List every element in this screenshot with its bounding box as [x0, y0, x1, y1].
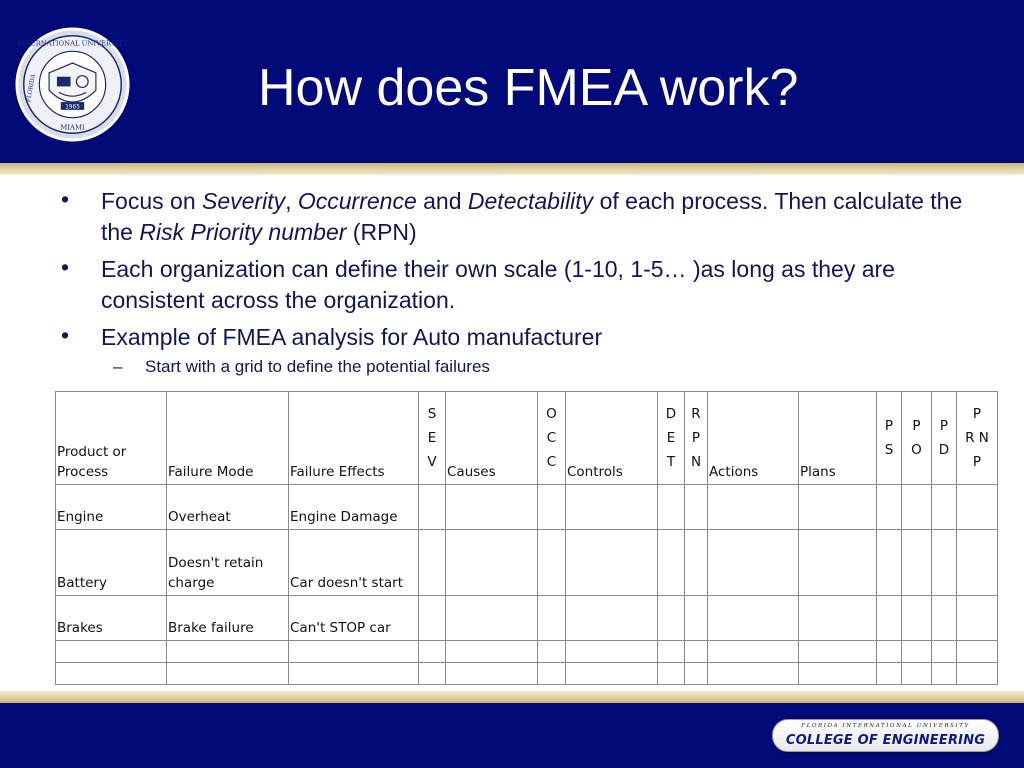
bullet-text: Example of FMEA analysis for Auto manufacturer [101, 324, 603, 350]
header-pd: P D [932, 392, 957, 485]
table-header-row [56, 392, 998, 485]
table-row [56, 596, 998, 641]
bullet-marker: • [61, 186, 70, 212]
sub-bullet-marker: – [113, 357, 123, 376]
fmea-table [55, 391, 998, 685]
header-accent-stripe [0, 163, 1024, 175]
bullet-emphasis-text: Detectability [467, 188, 594, 214]
cell-failure-effects: Car doesn't start [289, 530, 419, 596]
university-seal-logo [14, 26, 131, 143]
table-row [56, 485, 998, 530]
header-product: Product or Process [56, 392, 167, 485]
college-of-engineering-logo [772, 719, 999, 752]
bullet-text: Each organization can define their own scale (1-10, 1-5… )as long as they are consistent across the organization. [101, 256, 895, 313]
slide-title: How does FMEA work? [258, 59, 799, 117]
cell-failure-effects: Engine Damage [289, 485, 419, 530]
svg-text:FLORIDA: FLORIDA [26, 73, 37, 103]
bullet-text-run: of each process. Then calculate the the [101, 188, 963, 245]
footer-accent-stripe [0, 691, 1024, 703]
svg-text:1965: 1965 [65, 104, 80, 111]
bullet-text-run: , [285, 188, 298, 214]
cell-failure-mode: Doesn't retain charge [167, 530, 289, 596]
cell-product: Brakes [56, 596, 167, 641]
svg-text:INTERNATIONAL UNIVERSITY: INTERNATIONAL UNIVERSITY [17, 39, 128, 48]
bullet-marker: • [61, 322, 70, 348]
bullet-emphasis-text: Occurrence [297, 188, 417, 214]
header-rpn: R P N [685, 392, 708, 485]
logo-college-name: COLLEGE OF ENGINEERING [785, 733, 986, 748]
table-row [56, 530, 998, 596]
logo-university-name: FLORIDA INTERNATIONAL UNIVERSITY [801, 723, 970, 729]
header-causes: Causes [446, 392, 538, 485]
svg-text:MIAMI: MIAMI [60, 123, 85, 132]
cell-failure-mode [167, 641, 289, 663]
bullet-text-run: Focus on [101, 188, 202, 214]
cell-failure-effects: Can't STOP car [289, 596, 419, 641]
cell-product: Battery [56, 530, 167, 596]
bullet-text [101, 186, 971, 248]
cell-product [56, 641, 167, 663]
bullet-text-run: (RPN) [346, 219, 417, 245]
table-row [56, 663, 998, 685]
header-failure-mode: Failure Mode [167, 392, 289, 485]
header-actions: Actions [708, 392, 799, 485]
header-plans: Plans [799, 392, 877, 485]
bullet-text-run: and [416, 188, 468, 214]
header-prpn: P R N P [957, 392, 998, 485]
table-row [56, 641, 998, 663]
cell-failure-mode [167, 663, 289, 685]
cell-failure-effects [289, 641, 419, 663]
bullet-marker: • [61, 254, 70, 280]
header-det: D E T [658, 392, 685, 485]
header-occ: O C C [538, 392, 566, 485]
cell-failure-mode: Brake failure [167, 596, 289, 641]
cell-product: Engine [56, 485, 167, 530]
header-sev: S E V [419, 392, 446, 485]
cell-failure-effects [289, 663, 419, 685]
header-ps: P S [877, 392, 902, 485]
cell-failure-mode: Overheat [167, 485, 289, 530]
bullet-emphasis-text: Risk Priority number [139, 219, 347, 245]
sub-bullet-text: Start with a grid to define the potential failures [145, 357, 490, 376]
header-po: P O [902, 392, 932, 485]
bullet-emphasis-text: Severity [202, 188, 286, 214]
header-failure-effects: Failure Effects [289, 392, 419, 485]
header-controls: Controls [566, 392, 658, 485]
cell-product [56, 663, 167, 685]
